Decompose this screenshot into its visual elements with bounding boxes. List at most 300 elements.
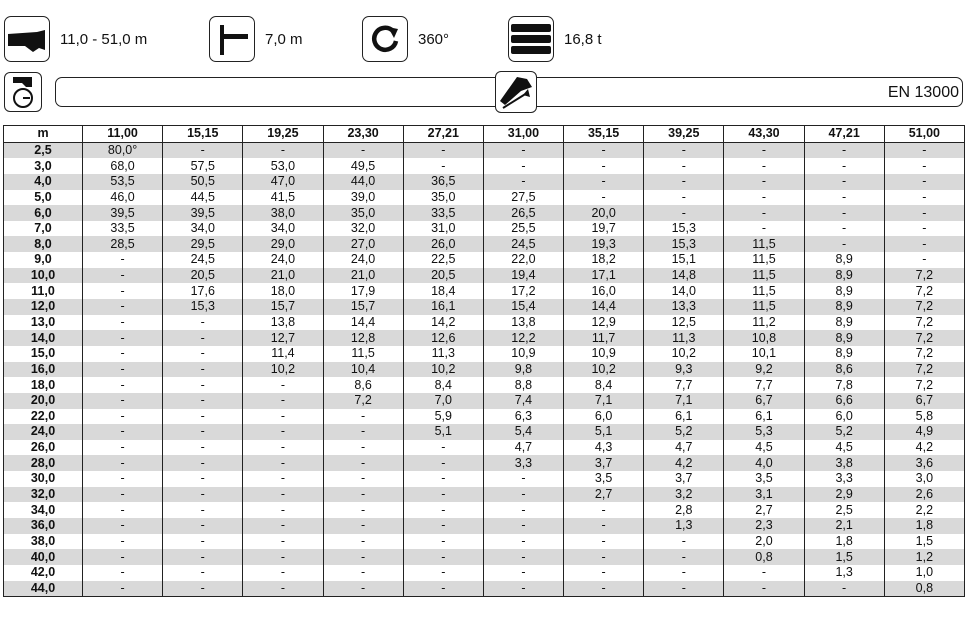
table-row: [4, 190, 965, 206]
load-cell: -: [163, 362, 243, 378]
load-cell: 12,5: [644, 315, 724, 331]
load-cell: 6,6: [804, 393, 884, 409]
load-cell: -: [483, 487, 563, 503]
load-cell: -: [403, 565, 483, 581]
load-cell: 53,5: [83, 174, 163, 190]
table-row: [4, 174, 965, 190]
norm-label: EN 13000: [887, 84, 959, 101]
load-cell: 6,7: [884, 393, 964, 409]
load-cell: 5,8: [884, 409, 964, 425]
table-row: [4, 236, 965, 252]
load-cell: -: [243, 377, 323, 393]
load-cell: 10,8: [724, 330, 804, 346]
boom-length-header: 43,30: [724, 126, 804, 143]
load-chart-table: [3, 125, 965, 597]
load-cell: -: [323, 471, 403, 487]
load-cell: -: [884, 190, 964, 206]
load-cell: 7,1: [564, 393, 644, 409]
load-cell: -: [403, 440, 483, 456]
load-cell: 4,0: [724, 455, 804, 471]
load-cell: 17,1: [564, 268, 644, 284]
load-cell: 13,8: [243, 315, 323, 331]
load-cell: 5,9: [403, 409, 483, 425]
table-row: [4, 205, 965, 221]
load-cell: -: [323, 409, 403, 425]
load-cell: -: [323, 455, 403, 471]
boom-length-header: 35,15: [564, 126, 644, 143]
load-cell: 7,0: [403, 393, 483, 409]
load-cell: -: [724, 581, 804, 597]
load-cell: -: [83, 393, 163, 409]
load-cell: 2,8: [644, 502, 724, 518]
load-cell: -: [83, 315, 163, 331]
load-cell: -: [163, 330, 243, 346]
load-cell: -: [323, 549, 403, 565]
load-cell: -: [644, 534, 724, 550]
table-row: [4, 268, 965, 284]
load-cell: 2,7: [724, 502, 804, 518]
load-cell: 4,5: [724, 440, 804, 456]
load-cell: 9,8: [483, 362, 563, 378]
load-cell: 14,4: [323, 315, 403, 331]
load-cell: 15,3: [644, 221, 724, 237]
load-cell: 3,7: [644, 471, 724, 487]
load-cell: -: [163, 409, 243, 425]
load-cell: -: [564, 142, 644, 158]
load-cell: 3,7: [564, 455, 644, 471]
load-cell: 11,5: [724, 299, 804, 315]
table-row: [4, 377, 965, 393]
load-cell: 6,3: [483, 409, 563, 425]
boom-length-value: 11,0 - 51,0 m: [60, 30, 148, 48]
load-cell: -: [243, 487, 323, 503]
radius-cell: 7,0: [4, 221, 83, 237]
load-cell: 25,5: [483, 221, 563, 237]
radius-cell: 42,0: [4, 565, 83, 581]
load-cell: 2,7: [564, 487, 644, 503]
load-cell: 6,1: [644, 409, 724, 425]
load-cell: -: [83, 565, 163, 581]
load-cell: -: [323, 581, 403, 597]
load-cell: -: [323, 142, 403, 158]
load-cell: 34,0: [243, 221, 323, 237]
load-cell: 11,5: [724, 283, 804, 299]
load-cell: 20,5: [403, 268, 483, 284]
boom-length-header: 15,15: [163, 126, 243, 143]
load-cell: 1,2: [884, 549, 964, 565]
load-cell: 53,0: [243, 158, 323, 174]
load-cell: 14,8: [644, 268, 724, 284]
radius-cell: 6,0: [4, 205, 83, 221]
radius-cell: 4,0: [4, 174, 83, 190]
load-cell: -: [483, 174, 563, 190]
radius-cell: 10,0: [4, 268, 83, 284]
load-cell: 0,8: [884, 581, 964, 597]
radius-cell: 5,0: [4, 190, 83, 206]
load-cell: -: [323, 518, 403, 534]
load-cell: 2,5: [804, 502, 884, 518]
load-cell: 8,9: [804, 283, 884, 299]
load-cell: -: [483, 158, 563, 174]
load-cell: 5,1: [564, 424, 644, 440]
load-cell: 10,2: [243, 362, 323, 378]
load-cell: -: [483, 565, 563, 581]
load-cell: -: [403, 502, 483, 518]
boom-length-icon: [4, 16, 50, 62]
load-cell: -: [163, 581, 243, 597]
load-cell: 8,4: [403, 377, 483, 393]
load-cell: -: [884, 158, 964, 174]
load-cell: -: [644, 158, 724, 174]
load-cell: 34,0: [163, 221, 243, 237]
load-cell: 2,6: [884, 487, 964, 503]
load-cell: 27,0: [323, 236, 403, 252]
radius-cell: 34,0: [4, 502, 83, 518]
load-cell: 7,8: [804, 377, 884, 393]
load-cell: 15,7: [243, 299, 323, 315]
load-cell: 31,0: [403, 221, 483, 237]
load-cell: 9,2: [724, 362, 804, 378]
load-cell: 26,0: [403, 236, 483, 252]
load-cell: 1,3: [644, 518, 724, 534]
load-cell: 19,7: [564, 221, 644, 237]
load-cell: 39,5: [163, 205, 243, 221]
load-cell: 24,0: [323, 252, 403, 268]
table-row: [4, 424, 965, 440]
load-cell: 20,5: [163, 268, 243, 284]
table-row: [4, 330, 965, 346]
load-cell: -: [83, 534, 163, 550]
load-cell: -: [483, 581, 563, 597]
load-cell: -: [323, 565, 403, 581]
load-cell: -: [83, 581, 163, 597]
load-cell: 7,2: [884, 330, 964, 346]
load-cell: -: [163, 549, 243, 565]
radius-cell: 44,0: [4, 581, 83, 597]
load-cell: 8,9: [804, 299, 884, 315]
load-cell: -: [83, 549, 163, 565]
counterweight-spec: [508, 16, 602, 62]
load-cell: 17,2: [483, 283, 563, 299]
load-cell: 6,0: [564, 409, 644, 425]
load-cell: 68,0: [83, 158, 163, 174]
load-cell: -: [403, 471, 483, 487]
load-cell: -: [83, 487, 163, 503]
load-cell: -: [323, 487, 403, 503]
load-cell: 6,0: [804, 409, 884, 425]
load-cell: 7,2: [884, 346, 964, 362]
header-row: [4, 126, 965, 143]
load-cell: 27,5: [483, 190, 563, 206]
radius-cell: 12,0: [4, 299, 83, 315]
load-cell: -: [804, 158, 884, 174]
load-cell: 2,0: [724, 534, 804, 550]
load-cell: 7,2: [884, 299, 964, 315]
load-cell: -: [483, 549, 563, 565]
table-row: [4, 393, 965, 409]
radius-cell: 11,0: [4, 283, 83, 299]
load-cell: -: [83, 252, 163, 268]
load-cell: 33,5: [83, 221, 163, 237]
load-cell: -: [403, 549, 483, 565]
table-row: [4, 142, 965, 158]
boom-length-header: 39,25: [644, 126, 724, 143]
table-row: [4, 581, 965, 597]
load-cell: -: [483, 471, 563, 487]
load-cell: -: [83, 268, 163, 284]
table-row: [4, 315, 965, 331]
load-cell: 17,6: [163, 283, 243, 299]
radius-cell: 20,0: [4, 393, 83, 409]
radius-cell: 26,0: [4, 440, 83, 456]
load-cell: 3,8: [804, 455, 884, 471]
radius-cell: 24,0: [4, 424, 83, 440]
load-cell: 3,0: [884, 471, 964, 487]
load-cell: 24,0: [243, 252, 323, 268]
table-row: [4, 409, 965, 425]
load-cell: 17,9: [323, 283, 403, 299]
load-cell: -: [243, 455, 323, 471]
load-cell: 2,1: [804, 518, 884, 534]
load-cell: 10,2: [644, 346, 724, 362]
load-cell: 36,5: [403, 174, 483, 190]
radius-cell: 2,5: [4, 142, 83, 158]
radius-column-header: m: [4, 126, 83, 143]
load-cell: 29,0: [243, 236, 323, 252]
load-cell: 24,5: [163, 252, 243, 268]
load-cell: 1,0: [884, 565, 964, 581]
radius-cell: 15,0: [4, 346, 83, 362]
load-cell: 19,3: [564, 236, 644, 252]
radius-cell: 28,0: [4, 455, 83, 471]
load-cell: -: [564, 534, 644, 550]
rotation-spec: [362, 16, 449, 62]
load-cell: -: [163, 346, 243, 362]
table-row: [4, 362, 965, 378]
load-cell: 11,3: [403, 346, 483, 362]
load-cell: -: [83, 455, 163, 471]
load-cell: 6,7: [724, 393, 804, 409]
load-cell: -: [724, 142, 804, 158]
load-cell: 15,4: [483, 299, 563, 315]
load-cell: -: [243, 518, 323, 534]
load-cell: -: [884, 221, 964, 237]
load-cell: 35,0: [403, 190, 483, 206]
load-cell: -: [564, 518, 644, 534]
load-cell: -: [83, 409, 163, 425]
load-cell: 3,5: [724, 471, 804, 487]
load-cell: 5,2: [644, 424, 724, 440]
load-cell: -: [564, 549, 644, 565]
jib-offset-value: 7,0 m: [265, 30, 303, 48]
load-cell: 18,0: [243, 283, 323, 299]
load-cell: -: [564, 158, 644, 174]
load-cell: 0,8: [724, 549, 804, 565]
load-cell: 26,5: [483, 205, 563, 221]
load-cell: 4,2: [644, 455, 724, 471]
load-cell: 11,5: [724, 252, 804, 268]
load-cell: -: [403, 518, 483, 534]
load-cell: 20,0: [564, 205, 644, 221]
load-cell: 29,5: [163, 236, 243, 252]
load-cell: 4,7: [483, 440, 563, 456]
rotation-value: 360°: [418, 30, 450, 48]
load-cell: -: [403, 455, 483, 471]
load-cell: -: [243, 424, 323, 440]
load-cell: -: [804, 205, 884, 221]
load-cell: 35,0: [323, 205, 403, 221]
load-cell: -: [483, 534, 563, 550]
load-cell: 21,0: [243, 268, 323, 284]
load-cell: 8,4: [564, 377, 644, 393]
load-cell: 18,4: [403, 283, 483, 299]
load-cell: -: [243, 142, 323, 158]
load-cell: -: [724, 190, 804, 206]
load-cell: -: [163, 487, 243, 503]
load-cell: -: [884, 205, 964, 221]
load-cell: -: [804, 190, 884, 206]
radius-cell: 16,0: [4, 362, 83, 378]
load-cell: 11,5: [724, 236, 804, 252]
load-cell: -: [243, 393, 323, 409]
load-cell: -: [884, 174, 964, 190]
load-cell: 8,9: [804, 346, 884, 362]
load-cell: -: [83, 362, 163, 378]
load-cell: 7,2: [884, 362, 964, 378]
load-cell: -: [83, 283, 163, 299]
load-cell: 3,5: [564, 471, 644, 487]
load-cell: 22,0: [483, 252, 563, 268]
load-cell: -: [163, 393, 243, 409]
load-cell: 7,2: [884, 283, 964, 299]
load-cell: 7,2: [884, 268, 964, 284]
table-row: [4, 158, 965, 174]
wind-gauge-icon: [4, 72, 42, 112]
boom-length-header: 19,25: [243, 126, 323, 143]
load-cell: 19,4: [483, 268, 563, 284]
counterweight-value: 16,8 t: [564, 30, 602, 48]
load-cell: 2,9: [804, 487, 884, 503]
load-cell: -: [884, 142, 964, 158]
table-row: [4, 471, 965, 487]
load-cell: -: [564, 502, 644, 518]
load-cell: 4,3: [564, 440, 644, 456]
load-cell: 18,2: [564, 252, 644, 268]
load-cell: -: [243, 581, 323, 597]
load-cell: -: [243, 534, 323, 550]
load-cell: 39,0: [323, 190, 403, 206]
load-cell: -: [564, 581, 644, 597]
load-cell: 5,1: [403, 424, 483, 440]
radius-cell: 36,0: [4, 518, 83, 534]
load-cell: -: [644, 190, 724, 206]
load-cell: -: [483, 142, 563, 158]
load-cell: 12,7: [243, 330, 323, 346]
load-cell: 32,0: [323, 221, 403, 237]
load-cell: 11,2: [724, 315, 804, 331]
load-cell: -: [163, 471, 243, 487]
load-cell: 2,3: [724, 518, 804, 534]
load-cell: 15,1: [644, 252, 724, 268]
load-cell: -: [644, 581, 724, 597]
load-cell: 44,0: [323, 174, 403, 190]
load-cell: 14,4: [564, 299, 644, 315]
load-cell: 38,0: [243, 205, 323, 221]
load-cell: 6,1: [724, 409, 804, 425]
load-cell: -: [243, 440, 323, 456]
load-cell: 16,0: [564, 283, 644, 299]
radius-cell: 22,0: [4, 409, 83, 425]
load-cell: 8,8: [483, 377, 563, 393]
load-cell: -: [644, 549, 724, 565]
load-cell: 13,8: [483, 315, 563, 331]
load-cell: -: [724, 158, 804, 174]
load-cell: 3,6: [884, 455, 964, 471]
load-cell: 5,3: [724, 424, 804, 440]
radius-cell: 38,0: [4, 534, 83, 550]
boom-length-header: 47,21: [804, 126, 884, 143]
load-cell: -: [804, 581, 884, 597]
load-cell: 2,2: [884, 502, 964, 518]
load-cell: -: [83, 299, 163, 315]
load-cell: -: [83, 518, 163, 534]
load-cell: 1,5: [804, 549, 884, 565]
load-cell: 24,5: [483, 236, 563, 252]
load-cell: 13,3: [644, 299, 724, 315]
load-cell: -: [483, 518, 563, 534]
load-cell: -: [83, 424, 163, 440]
load-cell: 21,0: [323, 268, 403, 284]
table-row: [4, 346, 965, 362]
load-cell: 1,8: [804, 534, 884, 550]
load-cell: -: [323, 440, 403, 456]
load-cell: -: [163, 455, 243, 471]
load-cell: -: [163, 518, 243, 534]
load-cell: 15,7: [323, 299, 403, 315]
load-cell: -: [804, 236, 884, 252]
load-cell: 7,7: [724, 377, 804, 393]
load-cell: 3,1: [724, 487, 804, 503]
load-cell: 10,1: [724, 346, 804, 362]
radius-cell: 13,0: [4, 315, 83, 331]
load-cell: -: [83, 440, 163, 456]
load-cell: 8,9: [804, 252, 884, 268]
radius-cell: 40,0: [4, 549, 83, 565]
load-cell: -: [804, 221, 884, 237]
table-row: [4, 549, 965, 565]
load-cell: 39,5: [83, 205, 163, 221]
load-cell: -: [163, 424, 243, 440]
load-cell: -: [644, 565, 724, 581]
load-cell: -: [724, 174, 804, 190]
load-cell: 4,9: [884, 424, 964, 440]
load-cell: 14,2: [403, 315, 483, 331]
load-cell: -: [243, 565, 323, 581]
boom-length-header: 11,00: [83, 126, 163, 143]
load-cell: 12,6: [403, 330, 483, 346]
load-cell: -: [884, 236, 964, 252]
load-cell: -: [644, 174, 724, 190]
load-cell: 50,5: [163, 174, 243, 190]
load-cell: -: [83, 377, 163, 393]
radius-cell: 14,0: [4, 330, 83, 346]
load-cell: 49,5: [323, 158, 403, 174]
load-cell: -: [83, 502, 163, 518]
boom-length-header: 23,30: [323, 126, 403, 143]
table-row: [4, 455, 965, 471]
load-cell: 10,9: [483, 346, 563, 362]
load-cell: -: [83, 471, 163, 487]
